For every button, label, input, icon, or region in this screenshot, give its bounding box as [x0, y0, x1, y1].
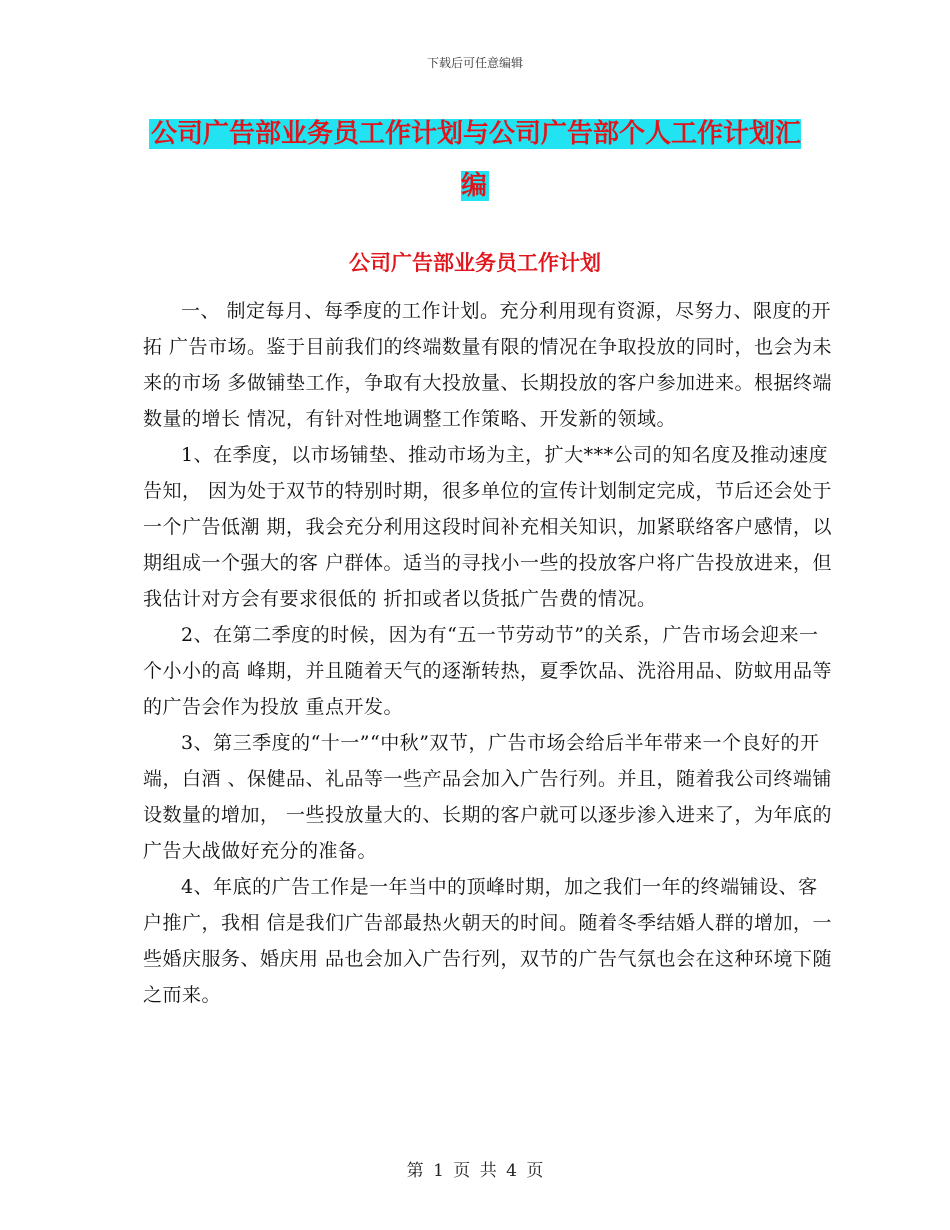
page-number: 第 1 页 共 4 页: [406, 1161, 544, 1181]
paragraph: 2、在第二季度的时候，因为有“五一节劳动节”的关系，广告市场会迎来一个小小的高 峰期，并且随着天气的逐渐转热，夏季饮品、洗浴用品、防蚊用品等的广告会作为投放 重点开发。: [143, 624, 833, 718]
section-title: 公司广告部业务员工作计划: [349, 251, 601, 275]
document-body: [143, 293, 833, 1013]
paragraph: 1、在季度，以市场铺垫、推动市场为主，扩大***公司的知名度及推动速度告知， 因为处于双节的特别时期，很多单位的宣传计划制定完成，节后还会处于一个广告低潮 期，我会充分利用这段时间补充相关知识，加紧联络客户感情，以期组成一个强大的客 户群体。适当的寻找小一些的投放客户将广告投放进来，但我估计对方会有要求很低的 折扣或者以货抵广告费的情况。: [143, 444, 833, 610]
document-title: [140, 108, 810, 212]
paragraph: 3、第三季度的“十一”“中秋”双节，广告市场会给后半年带来一个良好的开端，白酒 、保健品、礼品等一些产品会加入广告行列。并且，随着我公司终端铺设数量的增加， 一些投放量大的、长期的客户就可以逐步渗入进来了，为年底的广告大战做好充分的准备。: [143, 732, 833, 862]
header-note: 下载后可任意编辑: [426, 56, 523, 70]
paragraph: 一、 制定每月、每季度的工作计划。充分利用现有资源，尽努力、限度的开拓 广告市场。鉴于目前我们的终端数量有限的情况在争取投放的同时，也会为未来的市场 多做铺垫工作，争取有大投放量、长期投放的客户参加进来。根据终端数量的增长 情况，有针对性地调整工作策略、开发新的领域。: [143, 300, 833, 430]
document-title-text: 公司广告部业务员工作计划与公司广告部个人工作计划汇编: [150, 119, 801, 201]
paragraph: 4、年底的广告工作是一年当中的顶峰时期，加之我们一年的终端铺设、客户推广，我相 信是我们广告部最热火朝天的时间。随着冬季结婚人群的增加，一些婚庆服务、婚庆用 品也会加入广告行列，双节的广告气氛也会在这种环境下随之而来。: [143, 876, 833, 1006]
